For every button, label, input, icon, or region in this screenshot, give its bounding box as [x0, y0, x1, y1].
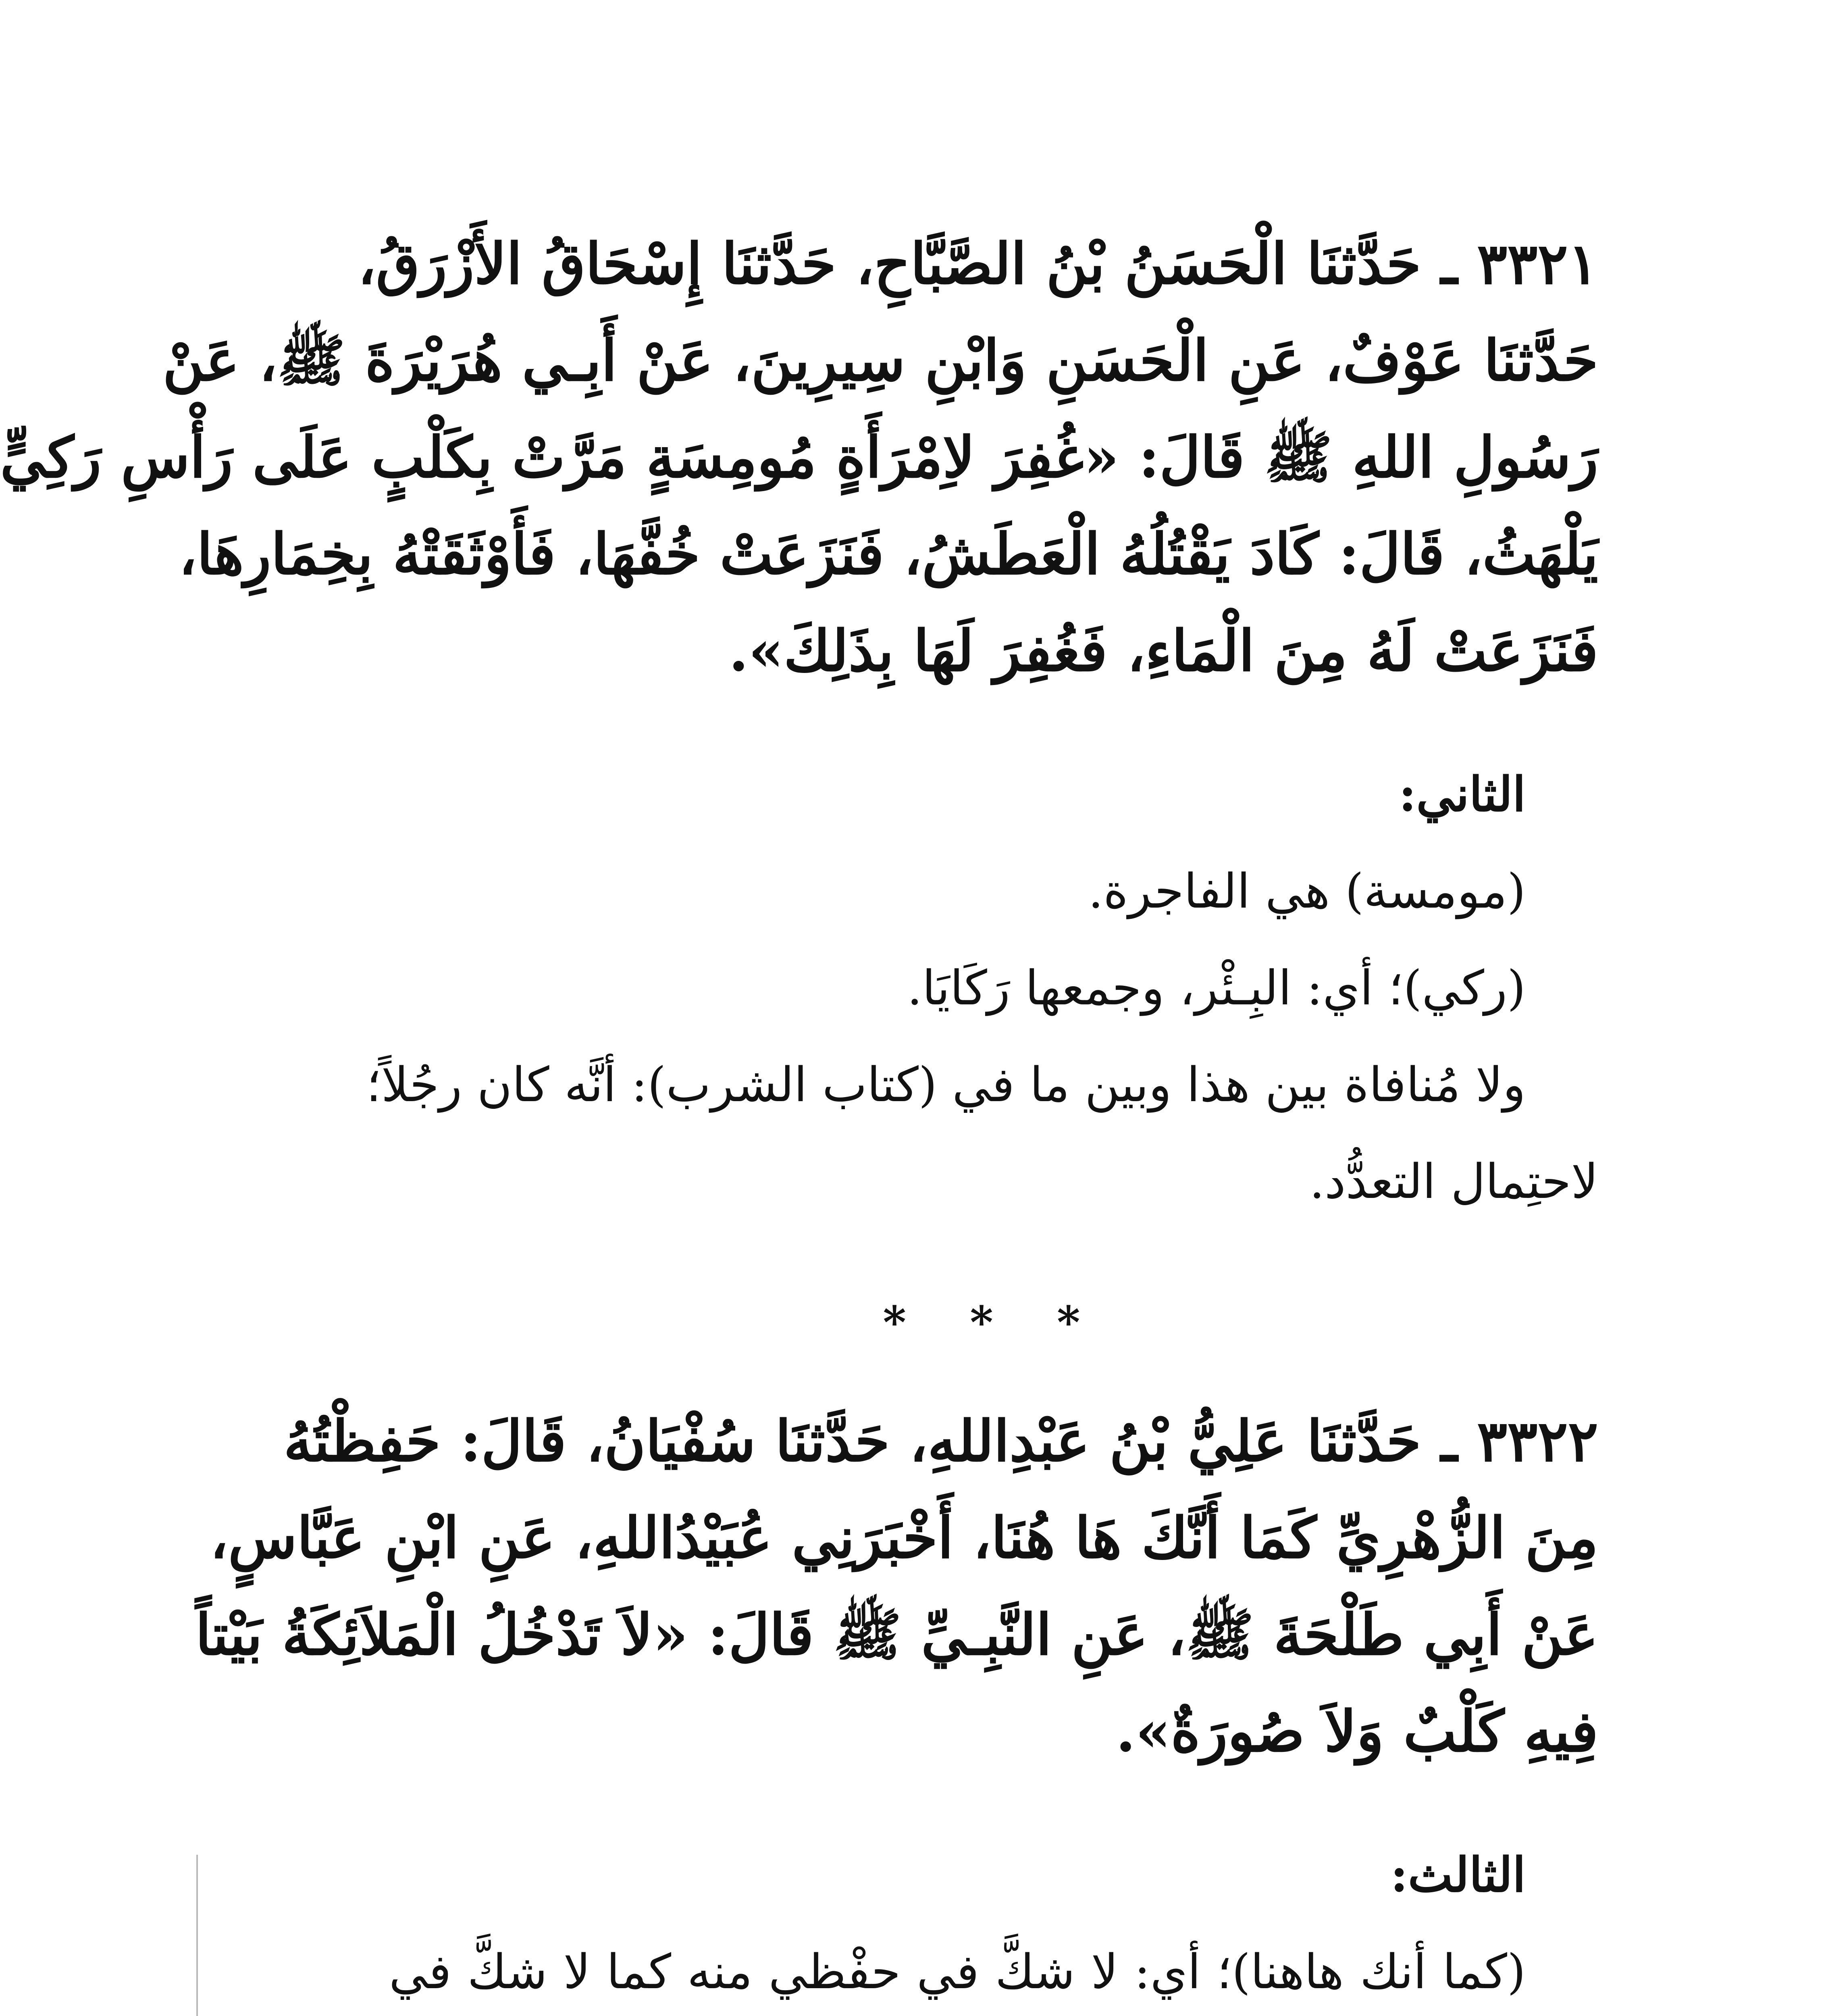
hadith-3322-line-1: ٣٣٢٢ ـ حَدَّثنَا عَلِيُّ بْنُ عَبْدِاللهِ، حَدَّثنَا سُفْيَانُ، قَالَ: حَفِظْتُهُ [283, 1408, 1598, 1475]
commentary-3-heading: الثالث: [1390, 1847, 1526, 1903]
scan-margin-line [196, 1855, 198, 2016]
commentary-2-line-4: لاحتِمال التعدُّد. [1309, 1154, 1598, 1209]
commentary-3-line-1: (كما أنك هاهنا)؛ أي: لا شكَّ في حفْظي منه كما لا شكَّ في [389, 1944, 1526, 1999]
hadith-3322-line-3: عَنْ أَبِي طَلْحَةَ ﷺ، عَنِ النَّبِـيِّ ﷺ قَالَ: «لاَ تَدْخُلُ الْمَلاَئِكَةُ بَيْتاً [195, 1602, 1598, 1668]
hadith-3321-line-1: ٣٣٢١ ـ حَدَّثنَا الْحَسَنُ بْنُ الصَّبَّاحِ، حَدَّثنَا إِسْحَاقُ الأَزْرَقُ، [358, 231, 1598, 297]
hadith-3322-line-4: فِيهِ كَلْبٌ وَلاَ صُورَةٌ». [1116, 1699, 1598, 1765]
hadith-3321-line-5: فَنَزَعَتْ لَهُ مِنَ الْمَاءِ، فَغُفِرَ لَهَا بِذَلِكَ». [728, 618, 1598, 684]
hadith-3322-line-2: مِنَ الزُّهْرِيِّ كَمَا أَنَّكَ هَا هُنَا، أَخْبَرَنِي عُبَيْدُاللهِ، عَنِ ابْنِ عَبَّاسٍ، [210, 1505, 1598, 1571]
commentary-2-line-3: ولا مُنافاة بين هذا وبين ما في (كتاب الشرب): أنَّه كان رجُلاً؛ [366, 1057, 1526, 1112]
section-separator: * * * [883, 1296, 1104, 1348]
hadith-3321-line-3: رَسُولِ اللهِ ﷺ قَالَ: «غُفِرَ لاِمْرَأَةٍ مُومِسَةٍ مَرَّتْ بِكَلْبٍ عَلَى رَأْسِ رَكِيٍّ [0, 425, 1598, 491]
hadith-3321-line-2: حَدَّثنَا عَوْفٌ، عَنِ الْحَسَنِ وَابْنِ سِيرِينَ، عَنْ أَبِـي هُرَيْرَةَ ﷺ، عَنْ [162, 328, 1598, 394]
commentary-2-heading: الثاني: [1398, 766, 1526, 822]
hadith-3321-line-4: يَلْهَثُ، قَالَ: كَادَ يَقْتُلُهُ الْعَطَشُ، فَنَزَعَتْ خُفَّهَا، فَأَوْثَقَتْهُ بِخِمَارِهَا، [179, 521, 1598, 587]
commentary-2-line-1: (مومسة) هي الفاجرة. [1088, 863, 1526, 919]
commentary-2-line-2: (ركي)؛ أي: البِـئْر، وجمعها رَكَايَا. [907, 960, 1526, 1016]
